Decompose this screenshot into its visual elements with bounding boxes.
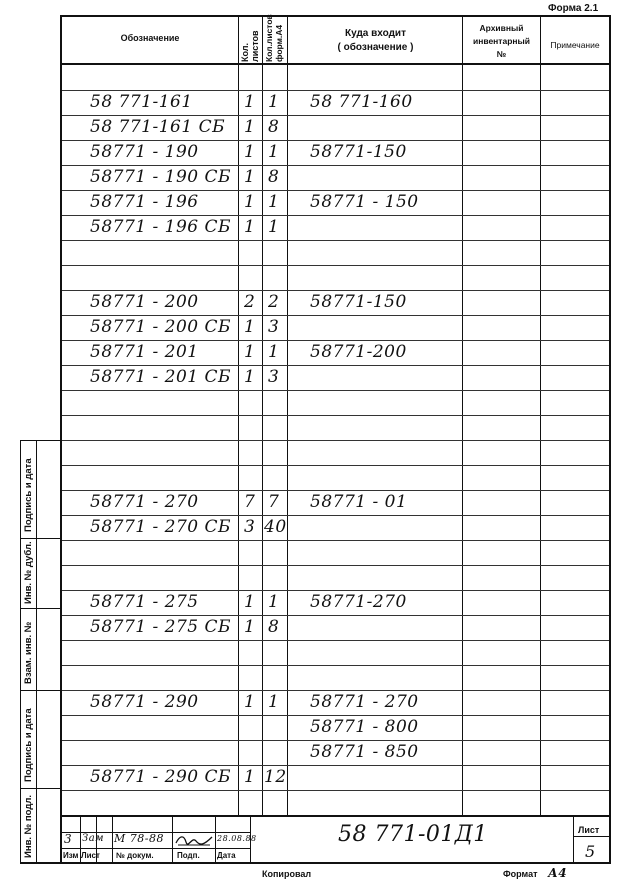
- tb-label-date: Дата: [217, 851, 236, 860]
- row-sheets: 1: [244, 217, 256, 237]
- form-label: Форма 2.1: [548, 3, 599, 14]
- row-formats: 8: [268, 117, 280, 137]
- row-sheets: 1: [244, 592, 256, 612]
- footer-format-label: Формат: [503, 869, 538, 879]
- row-line: [62, 540, 609, 541]
- header-format-count: Кол.листов форм.А4: [264, 14, 284, 62]
- row-line: [62, 415, 609, 416]
- tb-label-izm: Изм: [63, 851, 79, 860]
- row-designation: 58771 - 275 СБ: [90, 617, 231, 637]
- row-line: [62, 690, 609, 691]
- row-sheets: 1: [244, 142, 256, 162]
- row-formats: 1: [268, 217, 280, 237]
- header-note: Примечание: [550, 40, 600, 50]
- row-line: [62, 240, 609, 241]
- change-list: Зам: [82, 833, 104, 844]
- row-designation: 58771 - 196: [90, 192, 199, 212]
- header-used-in: Куда входит ( обозначение ): [337, 28, 414, 53]
- row-designation: 58771 - 190: [90, 142, 199, 162]
- footer-format-value: А4: [548, 866, 568, 880]
- tb-label-sign: Подп.: [177, 851, 200, 860]
- row-designation: 58771 - 290: [90, 692, 199, 712]
- row-used-in: 58771 - 150: [310, 192, 419, 212]
- row-formats: 3: [268, 367, 280, 387]
- row-line: [62, 390, 609, 391]
- row-sheets: 1: [244, 167, 256, 187]
- row-formats: 2: [268, 292, 280, 312]
- tb-col-sheet: [573, 815, 574, 863]
- row-formats: 1: [268, 342, 280, 362]
- side-sep-4: [20, 788, 62, 789]
- tb-sheet-sep: [573, 836, 611, 837]
- row-sheets: 1: [244, 342, 256, 362]
- row-used-in: 58771 - 270: [310, 692, 419, 712]
- side-strip-inner: [36, 440, 37, 863]
- footer-copied: Копировал: [262, 869, 312, 879]
- row-designation: 58771 - 270 СБ: [90, 517, 231, 537]
- row-designation: 58771 - 201 СБ: [90, 367, 231, 387]
- row-line: [62, 190, 609, 191]
- row-formats: 8: [268, 617, 280, 637]
- row-sheets: 7: [244, 492, 256, 512]
- row-sheets: 2: [244, 292, 256, 312]
- row-formats: 1: [268, 192, 280, 212]
- row-designation: 58771 - 190 СБ: [90, 167, 231, 187]
- row-line: [62, 640, 609, 641]
- row-used-in: 58771 - 01: [310, 492, 408, 512]
- row-used-in: 58771-150: [310, 142, 407, 162]
- row-line: [62, 565, 609, 566]
- row-line: [62, 490, 609, 491]
- row-sheets: 1: [244, 192, 256, 212]
- row-formats: 1: [268, 142, 280, 162]
- row-line: [62, 340, 609, 341]
- row-line: [62, 790, 609, 791]
- row-formats: 1: [268, 692, 280, 712]
- side-label-sign-date-top: Подпись и дата: [23, 458, 34, 532]
- frame-right: [609, 15, 611, 863]
- row-designation: 58771 - 201: [90, 342, 199, 362]
- row-sheets: 1: [244, 617, 256, 637]
- row-sheets: 1: [244, 117, 256, 137]
- row-designation: 58771 - 270: [90, 492, 199, 512]
- row-line: [62, 590, 609, 591]
- row-sheets: 1: [244, 767, 256, 787]
- row-designation: 58771 - 196 СБ: [90, 217, 231, 237]
- side-label-sign-date-bottom: Подпись и дата: [23, 708, 34, 782]
- row-designation: 58771 - 200: [90, 292, 199, 312]
- header-bottom-line: [60, 63, 611, 65]
- row-formats: 40: [264, 517, 287, 537]
- change-doc-num: М 78-88: [114, 832, 164, 845]
- row-line: [62, 765, 609, 766]
- frame-bottom: [20, 862, 611, 864]
- row-formats: 12: [264, 767, 287, 787]
- row-used-in: 58771-150: [310, 292, 407, 312]
- row-designation: 58 771-161 СБ: [90, 117, 226, 137]
- row-used-in: 58 771-160: [310, 92, 413, 112]
- row-line: [62, 265, 609, 266]
- side-strip-outer: [20, 440, 21, 863]
- side-sep-1: [20, 538, 62, 539]
- row-line: [62, 90, 609, 91]
- row-line: [62, 140, 609, 141]
- row-sheets: 3: [244, 517, 256, 537]
- tb-col-5: [215, 815, 216, 863]
- row-line: [62, 740, 609, 741]
- side-label-dup-inv: Инв. № дубл.: [23, 541, 34, 604]
- frame-left: [60, 15, 62, 863]
- row-sheets: 1: [244, 92, 256, 112]
- row-designation: 58 771-161: [90, 92, 193, 112]
- row-formats: 1: [268, 592, 280, 612]
- row-used-in: 58771 - 800: [310, 717, 419, 737]
- change-date: 28.08.88: [217, 834, 257, 843]
- row-line: [62, 715, 609, 716]
- row-line: [62, 290, 609, 291]
- row-formats: 1: [268, 92, 280, 112]
- title-block-top: [62, 815, 611, 817]
- row-used-in: 58771 - 850: [310, 742, 419, 762]
- row-sheets: 1: [244, 367, 256, 387]
- row-line: [62, 315, 609, 316]
- document-code: 58 771-01Д1: [338, 822, 488, 847]
- header-sheets-count: Кол. листов: [240, 30, 260, 62]
- row-line: [62, 615, 609, 616]
- row-designation: 58771 - 200 СБ: [90, 317, 231, 337]
- side-sep-3: [20, 690, 62, 691]
- side-sep-2: [20, 608, 62, 609]
- title-block-mid-2: [62, 848, 250, 849]
- row-line: [62, 165, 609, 166]
- row-line: [62, 515, 609, 516]
- sheet-number: 5: [585, 842, 596, 861]
- signature-icon: [174, 833, 214, 847]
- side-label-inv-replace: Взам. инв. №: [23, 621, 34, 684]
- change-izm: 3: [64, 832, 73, 846]
- tb-col-3: [112, 815, 113, 863]
- row-line: [62, 465, 609, 466]
- row-designation: 58771 - 290 СБ: [90, 767, 231, 787]
- tb-col-4: [172, 815, 173, 863]
- row-used-in: 58771-200: [310, 342, 407, 362]
- tb-label-list: Лист: [81, 851, 100, 860]
- header-designation: Обозначение: [120, 33, 180, 43]
- row-line: [62, 215, 609, 216]
- side-label-orig-inv: Инв. № подл.: [23, 794, 34, 858]
- sheet-label: Лист: [578, 825, 600, 835]
- header-archive: Архивный инвентарный №: [472, 23, 531, 59]
- frame-top: [60, 15, 611, 17]
- row-designation: 58771 - 275: [90, 592, 199, 612]
- row-line: [62, 365, 609, 366]
- row-sheets: 1: [244, 692, 256, 712]
- row-used-in: 58771-270: [310, 592, 407, 612]
- tb-label-doc-num: № докум.: [116, 851, 154, 860]
- row-formats: 3: [268, 317, 280, 337]
- side-sep-0: [20, 440, 62, 441]
- row-line: [62, 440, 609, 441]
- row-formats: 8: [268, 167, 280, 187]
- row-line: [62, 115, 609, 116]
- row-line: [62, 665, 609, 666]
- row-sheets: 1: [244, 317, 256, 337]
- row-formats: 7: [268, 492, 280, 512]
